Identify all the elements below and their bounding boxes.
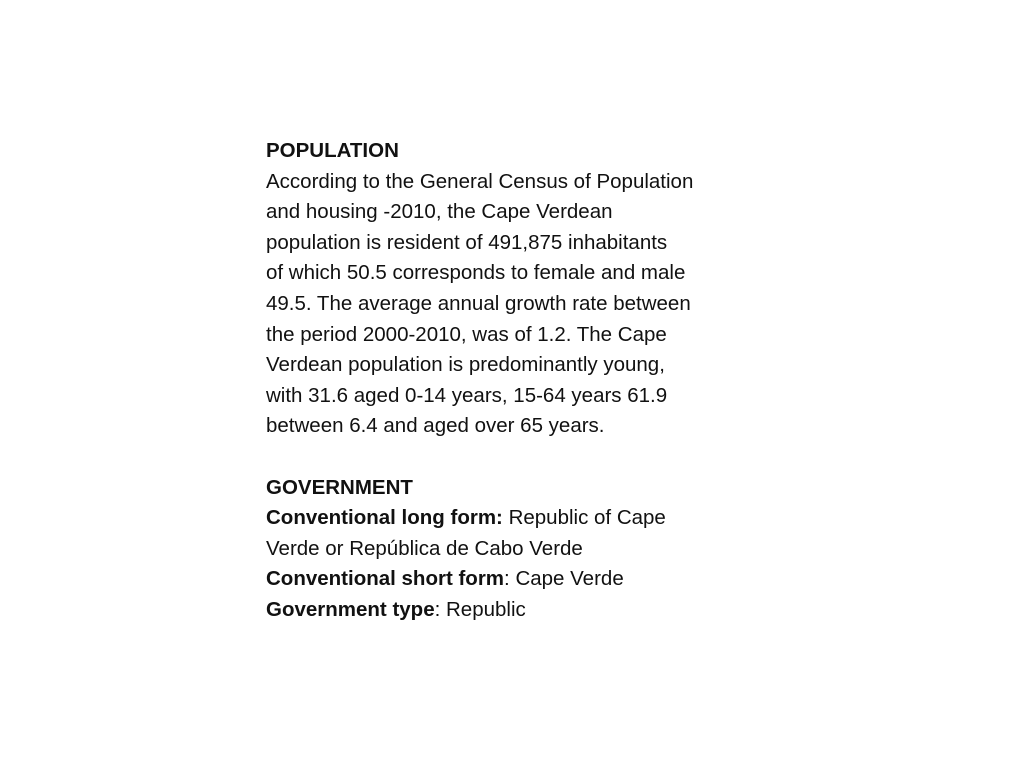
long-form-label: Conventional long form: — [266, 506, 503, 530]
population-heading: POPULATION — [266, 139, 399, 162]
long-form-line — [266, 503, 766, 534]
long-form-value: Republic of Cape — [502, 506, 666, 530]
population-line: According to the General Census of Population — [266, 169, 694, 193]
population-line: Verdean population is predominantly young, — [266, 353, 665, 377]
long-form-value-continued: Verde or República de Cabo Verde — [266, 536, 583, 560]
government-heading: GOVERNMENT — [266, 475, 413, 499]
short-form-label: Conventional short form — [266, 567, 505, 591]
population-line: of which 50.5 corresponds to female and male — [266, 261, 686, 285]
short-form-line — [266, 564, 766, 595]
government-type-label: Government type — [266, 597, 435, 621]
government-type-line — [266, 595, 766, 626]
population-line: the period 2000-2010, was of 1.2. The Cape — [266, 322, 667, 346]
government-type-value: : Republic — [434, 597, 526, 621]
population-line: and housing -2010, the Cape Verdean — [266, 200, 613, 224]
text-block — [266, 136, 766, 626]
short-form-value: : Cape Verde — [504, 567, 624, 591]
section-spacer — [266, 442, 766, 473]
population-line: with 31.6 aged 0-14 years, 15-64 years 61.9 — [266, 383, 668, 407]
population-line: 49.5. The average annual growth rate between — [266, 291, 691, 315]
population-line: population is resident of 491,875 inhabitants — [266, 230, 668, 254]
population-line: between 6.4 and aged over 65 years. — [266, 414, 605, 438]
